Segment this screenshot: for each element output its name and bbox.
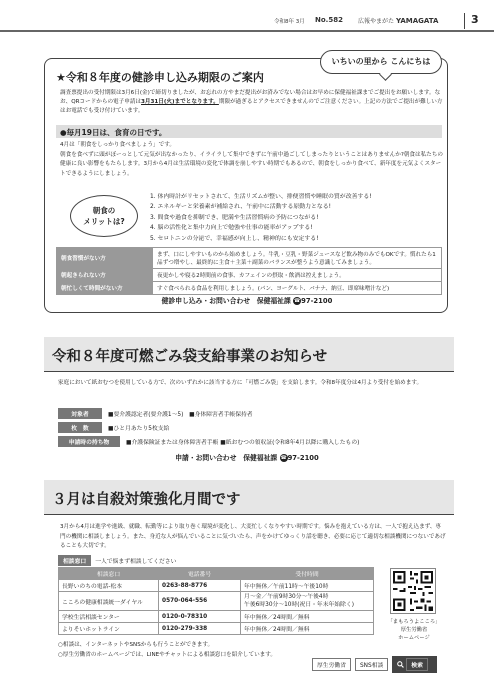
benefit-item: 3. 間食や過食を抑制でき、肥満や生活習慣病の予防につながる! — [150, 214, 319, 221]
tip-label: 朝起きられない方 — [57, 269, 153, 282]
tip-text: 夜更かしや寝る2時間前の食事、カフェインの摂取・飲酒は控えましょう。 — [153, 269, 442, 282]
service-phone[interactable]: 0570-064-556 — [159, 592, 241, 611]
checkup-text: 調査票提出の受付期限は3月6日(金)で締切りましたが、お忘れの方やまだ提出がお済みでない場合はお早めに保健福祉課までご提出をお願いします。なお、QRコードからの電子申請は — [60, 90, 441, 105]
header-divider — [0, 30, 494, 32]
service-name: 学校生活相談センター — [59, 611, 159, 623]
quantity-row — [58, 422, 169, 433]
checkup-deadline: 3月31日(火)までとなります。 — [141, 99, 219, 105]
garbage-bag-paragraph: 家庭において紙おむつを使用している方で、次のいずれかに該当する方に「可燃ごみ袋」を支給します。令和8年度分は4月より受付を始めます。 — [58, 380, 423, 386]
page-number: 3 — [464, 13, 479, 29]
consult-label: 相談窓口 — [58, 555, 91, 566]
service-name: こころの健康相談統一ダイヤル — [59, 592, 159, 611]
service-phone[interactable]: 0120-0-78310 — [159, 611, 241, 623]
consult-heading — [58, 555, 176, 566]
table-row — [59, 623, 374, 635]
phone-icon: ☎ — [280, 455, 287, 461]
checkup-paragraph — [60, 89, 444, 116]
service-name: よりそいホットライン — [59, 623, 159, 635]
benefit-item: 1. 体内時計がリセットされて、生活リズムが整い、排便習慣や睡眠の質が改善する! — [150, 194, 372, 200]
note-item: ○厚生労働省のホームページでは、LINEやチャットによる相談窓口を紹介しています。 — [58, 651, 277, 658]
breakfast-merit-bubble: 朝食の メリットは? — [70, 195, 138, 237]
row-label: 対象者 — [58, 408, 102, 419]
row-label: 枚 数 — [58, 422, 102, 433]
table-row — [57, 269, 442, 282]
service-name: 長野いのちの電話-松本 — [59, 580, 159, 592]
checkup-text-rest: 期限が過ぎるとアクセスできませんのでご注意ください。上記の方法でご提出が難しい方はお電話でも受け付けています。 — [60, 99, 443, 114]
table-row — [57, 282, 442, 295]
page-header — [0, 10, 494, 36]
column-speech-balloon: いちいの里から こんにちは — [320, 50, 442, 74]
row-text: ■要介護認定者(要介護1〜5) ■身体障害者手帳保持者 — [108, 412, 253, 418]
service-hours: 年中無休／午前11時〜午後10時 — [241, 580, 374, 592]
issue-number: No.582 — [315, 16, 343, 24]
phone-number[interactable]: 97-2100 — [301, 297, 333, 305]
phone-icon: ☎ — [294, 298, 301, 304]
benefit-item: 4. 脳の活性化と集中力向上で勉強や仕事の能率がアップする! — [150, 225, 313, 232]
qr-caption: 「まもろうよこころ」 厚生労働省 ホームページ — [387, 619, 441, 641]
table-row — [59, 580, 374, 592]
food-day-heading: ●毎月19日は、食育の日です。 — [60, 128, 167, 137]
garbage-bag-title: 令和８年度可燃ごみ袋支給事業のお知らせ — [52, 349, 328, 365]
service-hours: 年中無休／24時間／無料 — [241, 623, 374, 635]
table-row — [59, 592, 374, 611]
table-row — [57, 248, 442, 269]
tip-label: 朝食習慣がない方 — [57, 248, 153, 269]
tip-label: 朝忙しくて時間がない方 — [57, 282, 153, 295]
suicide-prevention-paragraph: 3月から4月は進学や進級、就職、転勤等により取り巻く環境が変化し、大変忙しくなりやすい時期です。悩みを抱えている方は、一人で抱え込まず、専門の機関に相談しましょう。また、身近な人が悩んでいることに気づいたら、声をかけてゆっくり話を聴き、必要に応じて適切な相談機関につないであげることも大切です。 — [60, 524, 446, 549]
phone-number[interactable]: 97-2100 — [287, 454, 319, 462]
service-hours: 月〜金／午前9時30分〜午後4時 午後6時30分〜10時(祝日・年末年始除く) — [241, 592, 374, 611]
checkup-contact — [0, 295, 494, 305]
note-item: ○相談は、インターネットやSNSからも行うことができます。 — [58, 642, 214, 648]
qr-code-icon[interactable] — [390, 568, 436, 614]
food-paragraph: 4月は「朝食をしっかり食べましょう」です。 朝食を食べずに頭がぼーっとして元気が出なかったり、イライラして集中できずに午前中過ごしてしまったりということはありませんか?朝食は私たちの健康に良い影響をもたらします。3月から4月は生活環境の変化で体調を崩しやすい時期でもあるので、朝食をしっかり食べて、新年度を元気よくスタートできるようにしましょう。 — [60, 142, 443, 177]
row-label: 申請時の持ち物 — [58, 436, 120, 447]
search-box — [312, 656, 441, 673]
publication-title — [358, 16, 438, 25]
table-row — [59, 611, 374, 623]
required-items-row — [58, 436, 359, 447]
column-header: 電話番号 — [159, 568, 241, 580]
benefit-list — [150, 192, 450, 244]
search-term-ministry: 厚生労働省 — [312, 658, 351, 671]
food-day-bar — [56, 125, 442, 138]
search-icon — [397, 661, 404, 668]
eligibility-row — [58, 408, 253, 419]
column-header: 相談窓口 — [59, 568, 159, 580]
service-phone[interactable]: 0263-88-8776 — [159, 580, 241, 592]
publication-name: YAMAGATA — [395, 17, 439, 25]
contact-label: 健診申し込み・お問い合わせ 保健福祉課 — [161, 297, 291, 305]
search-term-sns: SNS相談 — [355, 658, 388, 671]
publication-prefix: 広報やまがた — [358, 18, 395, 25]
suicide-prevention-title: ３月は自殺対策強化月間です — [52, 492, 241, 508]
row-text: ■ひと月あたり5枚支給 — [108, 426, 170, 432]
checkup-title: ★令和８年度の健診申し込み期限のご案内 — [56, 71, 264, 84]
issue-date: 令和8年 3月 — [274, 19, 305, 25]
table-header-row — [59, 568, 374, 580]
breakfast-tips-table — [56, 247, 442, 295]
tip-text: まず、口にしやすいものから始めましょう。牛乳・豆乳・野菜ジュースなど飲み物のみでもOKです。慣れたら1品ずつ増やし、最終的に主食＋主菜＋副菜のバランスが整うよう意識してみましょう。 — [153, 248, 442, 269]
contact-label: 申請・お問い合わせ 保健福祉課 — [175, 454, 278, 462]
service-phone[interactable]: 0120-279-338 — [159, 623, 241, 635]
tip-text: すぐ食べられる食品を利用しましょう。(パン、ヨーグルト、バナナ、納豆、即席味噌汁など) — [153, 282, 442, 295]
garbage-contact — [0, 452, 494, 462]
service-hours: 年中無休／24時間／無料 — [241, 611, 374, 623]
consult-text: 一人で悩まず相談してください — [95, 559, 177, 565]
search-label: 検索 — [406, 658, 428, 671]
row-text: ■介護保険証または身体障害者手帳 ■紙おむつの領収証(令和8年4月以降に購入したもの) — [126, 440, 360, 446]
benefit-item: 5. セロトニンの分泌で、幸福感が向上し、精神的にも安定する! — [150, 235, 319, 242]
search-button[interactable] — [392, 656, 437, 673]
consultation-table — [58, 567, 374, 635]
benefit-item: 2. エネルギーと栄養素が補給され、午前中に活動する原動力となる! — [150, 204, 332, 211]
column-header: 受付時間 — [241, 568, 374, 580]
